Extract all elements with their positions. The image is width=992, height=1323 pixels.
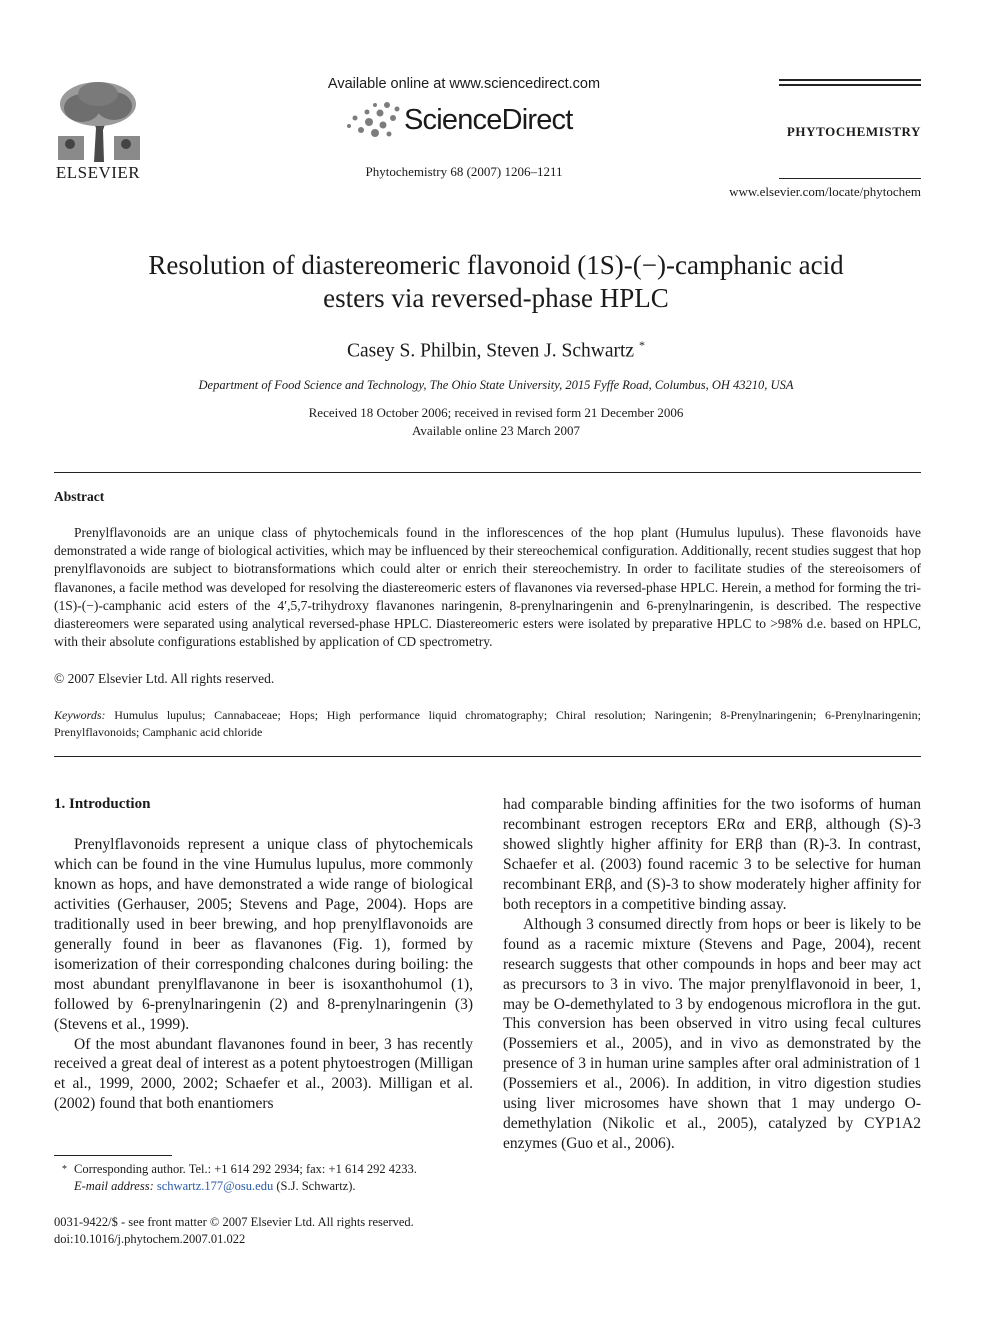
keywords-list: Humulus lupulus; Cannabaceae; Hops; High performance liquid chromatography; Chiral resolution; Naringenin; 8-Prenylnaringenin; 6-Prenylnaringenin; Prenylflavonoids; Camphanic acid chloride bbox=[54, 708, 921, 739]
doi[interactable]: doi:10.1016/j.phytochem.2007.01.022 bbox=[54, 1232, 246, 1246]
intro-paragraph-1: Prenylflavonoids represent a unique class of phytochemicals which can be found in the vine Humulus lupulus, more commonly known as hops, and have demonstrated a wide range of biological activities (Gerhauser, 2005; Stevens and Page, 2004). Hops are traditionally used in beer brewing, and hop prenylflavonoids are generally found in beer as flavanones (Fig. 1), formed by isomerization of their corresponding chalcones during boiling: the most abundant prenylflavanone in beer is isoxanthohumol (1), followed by 6-prenylnaringenin (2) and 8-prenylnaringenin (3) (Stevens et al., 1999). bbox=[54, 836, 473, 1033]
author-list bbox=[100, 338, 892, 363]
publisher-name: ELSEVIER bbox=[55, 163, 141, 182]
right-column bbox=[503, 795, 921, 1154]
email-link[interactable]: schwartz.177@osu.edu bbox=[156, 1179, 274, 1193]
affiliation: Department of Food Science and Technology, The Ohio State University, 2015 Fyffe Road, Columbus, OH 43210, USA bbox=[198, 378, 794, 392]
header-rule bbox=[779, 79, 921, 81]
abstract-bottom-rule bbox=[54, 756, 921, 757]
footnote-mark: * bbox=[62, 1164, 67, 1175]
intro-paragraph-2: Of the most abundant flavanones found in beer, 3 has recently received a great deal of interest as a potent phytoestrogen (Milligan et al., 1999, 2000, 2002; Schaefer et al., 2003). Milligan et al. (2002) found that both enantiomers bbox=[54, 1035, 473, 1113]
section-heading-introduction: 1. Introduction bbox=[54, 796, 151, 812]
keywords bbox=[54, 707, 921, 741]
journal-name: PHYTOCHEMISTRY bbox=[786, 124, 921, 139]
front-matter-info bbox=[54, 1214, 473, 1248]
email-line bbox=[74, 1178, 473, 1195]
received-date: Received 18 October 2006; received in revised form 21 December 2006 bbox=[308, 405, 684, 420]
left-column bbox=[54, 835, 473, 1114]
article-title bbox=[60, 249, 932, 315]
sciencedirect-logo: ScienceDirect bbox=[404, 104, 573, 136]
email-label: E-mail address: bbox=[74, 1179, 154, 1193]
corresponding-author-contact: Corresponding author. Tel.: +1 614 292 2934; fax: +1 614 292 4233. bbox=[74, 1162, 417, 1176]
abstract-copyright: © 2007 Elsevier Ltd. All rights reserved. bbox=[54, 671, 275, 686]
issn-line: 0031-9422/$ - see front matter © 2007 Elsevier Ltd. All rights reserved. bbox=[54, 1215, 414, 1229]
corresponding-author-footnote bbox=[54, 1161, 473, 1195]
corresponding-author-mark[interactable]: * bbox=[638, 338, 645, 352]
abstract-text: Prenylflavonoids are an unique class of phytochemicals found in the inflorescences of the hop plant (Humulus lupulus). These flavonoids have demonstrated a wide range of biological activities, which may be influenced by their stereochemical configuration. Additionally, recent studies suggest that hop prenylflavonoids are subject to biotransformations which could alter or enrich their stereochemistry. In order to facilitate studies of the stereoisomers of flavanones, a facile method was developed for resolving the diastereomeric esters of flavanones via reversed-phase HPLC. Herein, a method for forming the tri-(1S)-(−)-camphanic acid esters of the 4′,5,7-trihydroxy flavanones naringenin, 8-prenylnaringenin and 6-prenylnaringenin, is described. The respective diastereomers were separated using analytical reversed-phase HPLC. Diastereomeric esters were isolated by preparative HPLC to >98% d.e. based on HPLC, with their absolute configurations established by application of CD spectrometry. bbox=[54, 525, 921, 650]
available-date: Available online 23 March 2007 bbox=[412, 423, 580, 438]
keywords-label: Keywords: bbox=[54, 708, 106, 722]
journal-url[interactable]: www.elsevier.com/locate/phytochem bbox=[729, 184, 921, 199]
abstract-top-rule bbox=[54, 472, 921, 473]
intro-paragraph-3: had comparable binding affinities for the two isoforms of human recombinant estrogen receptors ERα and ERβ, although (S)-3 showed slightly higher affinity for ERβ than (R)-3. In contrast, Schaefer et al. (2003) found racemic 3 to be selective for human recombinant ERβ, and (S)-3 to show moderately higher affinity for both receptors in a competitive binding assay. bbox=[503, 796, 921, 913]
intro-paragraph-4: Although 3 consumed directly from hops or beer is likely to be found as a racemic mixture (Stevens and Page, 2004), recent research suggests that other compounds in hops and beer may act as precursors to 3 in vivo. The major prenylflavonoid in beer, 1, may be O-demethylated to 3 by endogenous microflora in the gut. This conversion has been observed in vitro using fecal cultures (Possemiers et al., 2005), and in vivo as demonstrated by the presence of 3 in human urine samples after oral administration of 1 (Possemiers et al., 2006). In addition, in vitro digestion studies using liver microsomes have shown that 1 may undergo O-demethylation (Nikolic et al., 2005), catalyzed by CYP1A2 enzymes (Guo et al., 2006). bbox=[503, 915, 921, 1153]
title-line-2: esters via reversed-phase HPLC bbox=[323, 283, 669, 313]
authors: Casey S. Philbin, Steven J. Schwartz bbox=[347, 340, 635, 362]
email-suffix: (S.J. Schwartz). bbox=[276, 1179, 356, 1193]
footnote-rule bbox=[54, 1155, 172, 1156]
sciencedirect-dots-icon bbox=[345, 100, 401, 138]
elsevier-tree-logo bbox=[52, 78, 144, 162]
available-online-text[interactable]: Available online at www.sciencedirect.com bbox=[327, 76, 601, 92]
header-rule bbox=[779, 84, 921, 86]
title-line-1: Resolution of diastereomeric flavonoid (1S)-(−)-camphanic acid bbox=[148, 250, 844, 280]
abstract-heading: Abstract bbox=[54, 489, 105, 504]
journal-reference: Phytochemistry 68 (2007) 1206–1211 bbox=[365, 164, 563, 179]
article-dates bbox=[200, 404, 792, 440]
header-rule bbox=[779, 178, 921, 179]
